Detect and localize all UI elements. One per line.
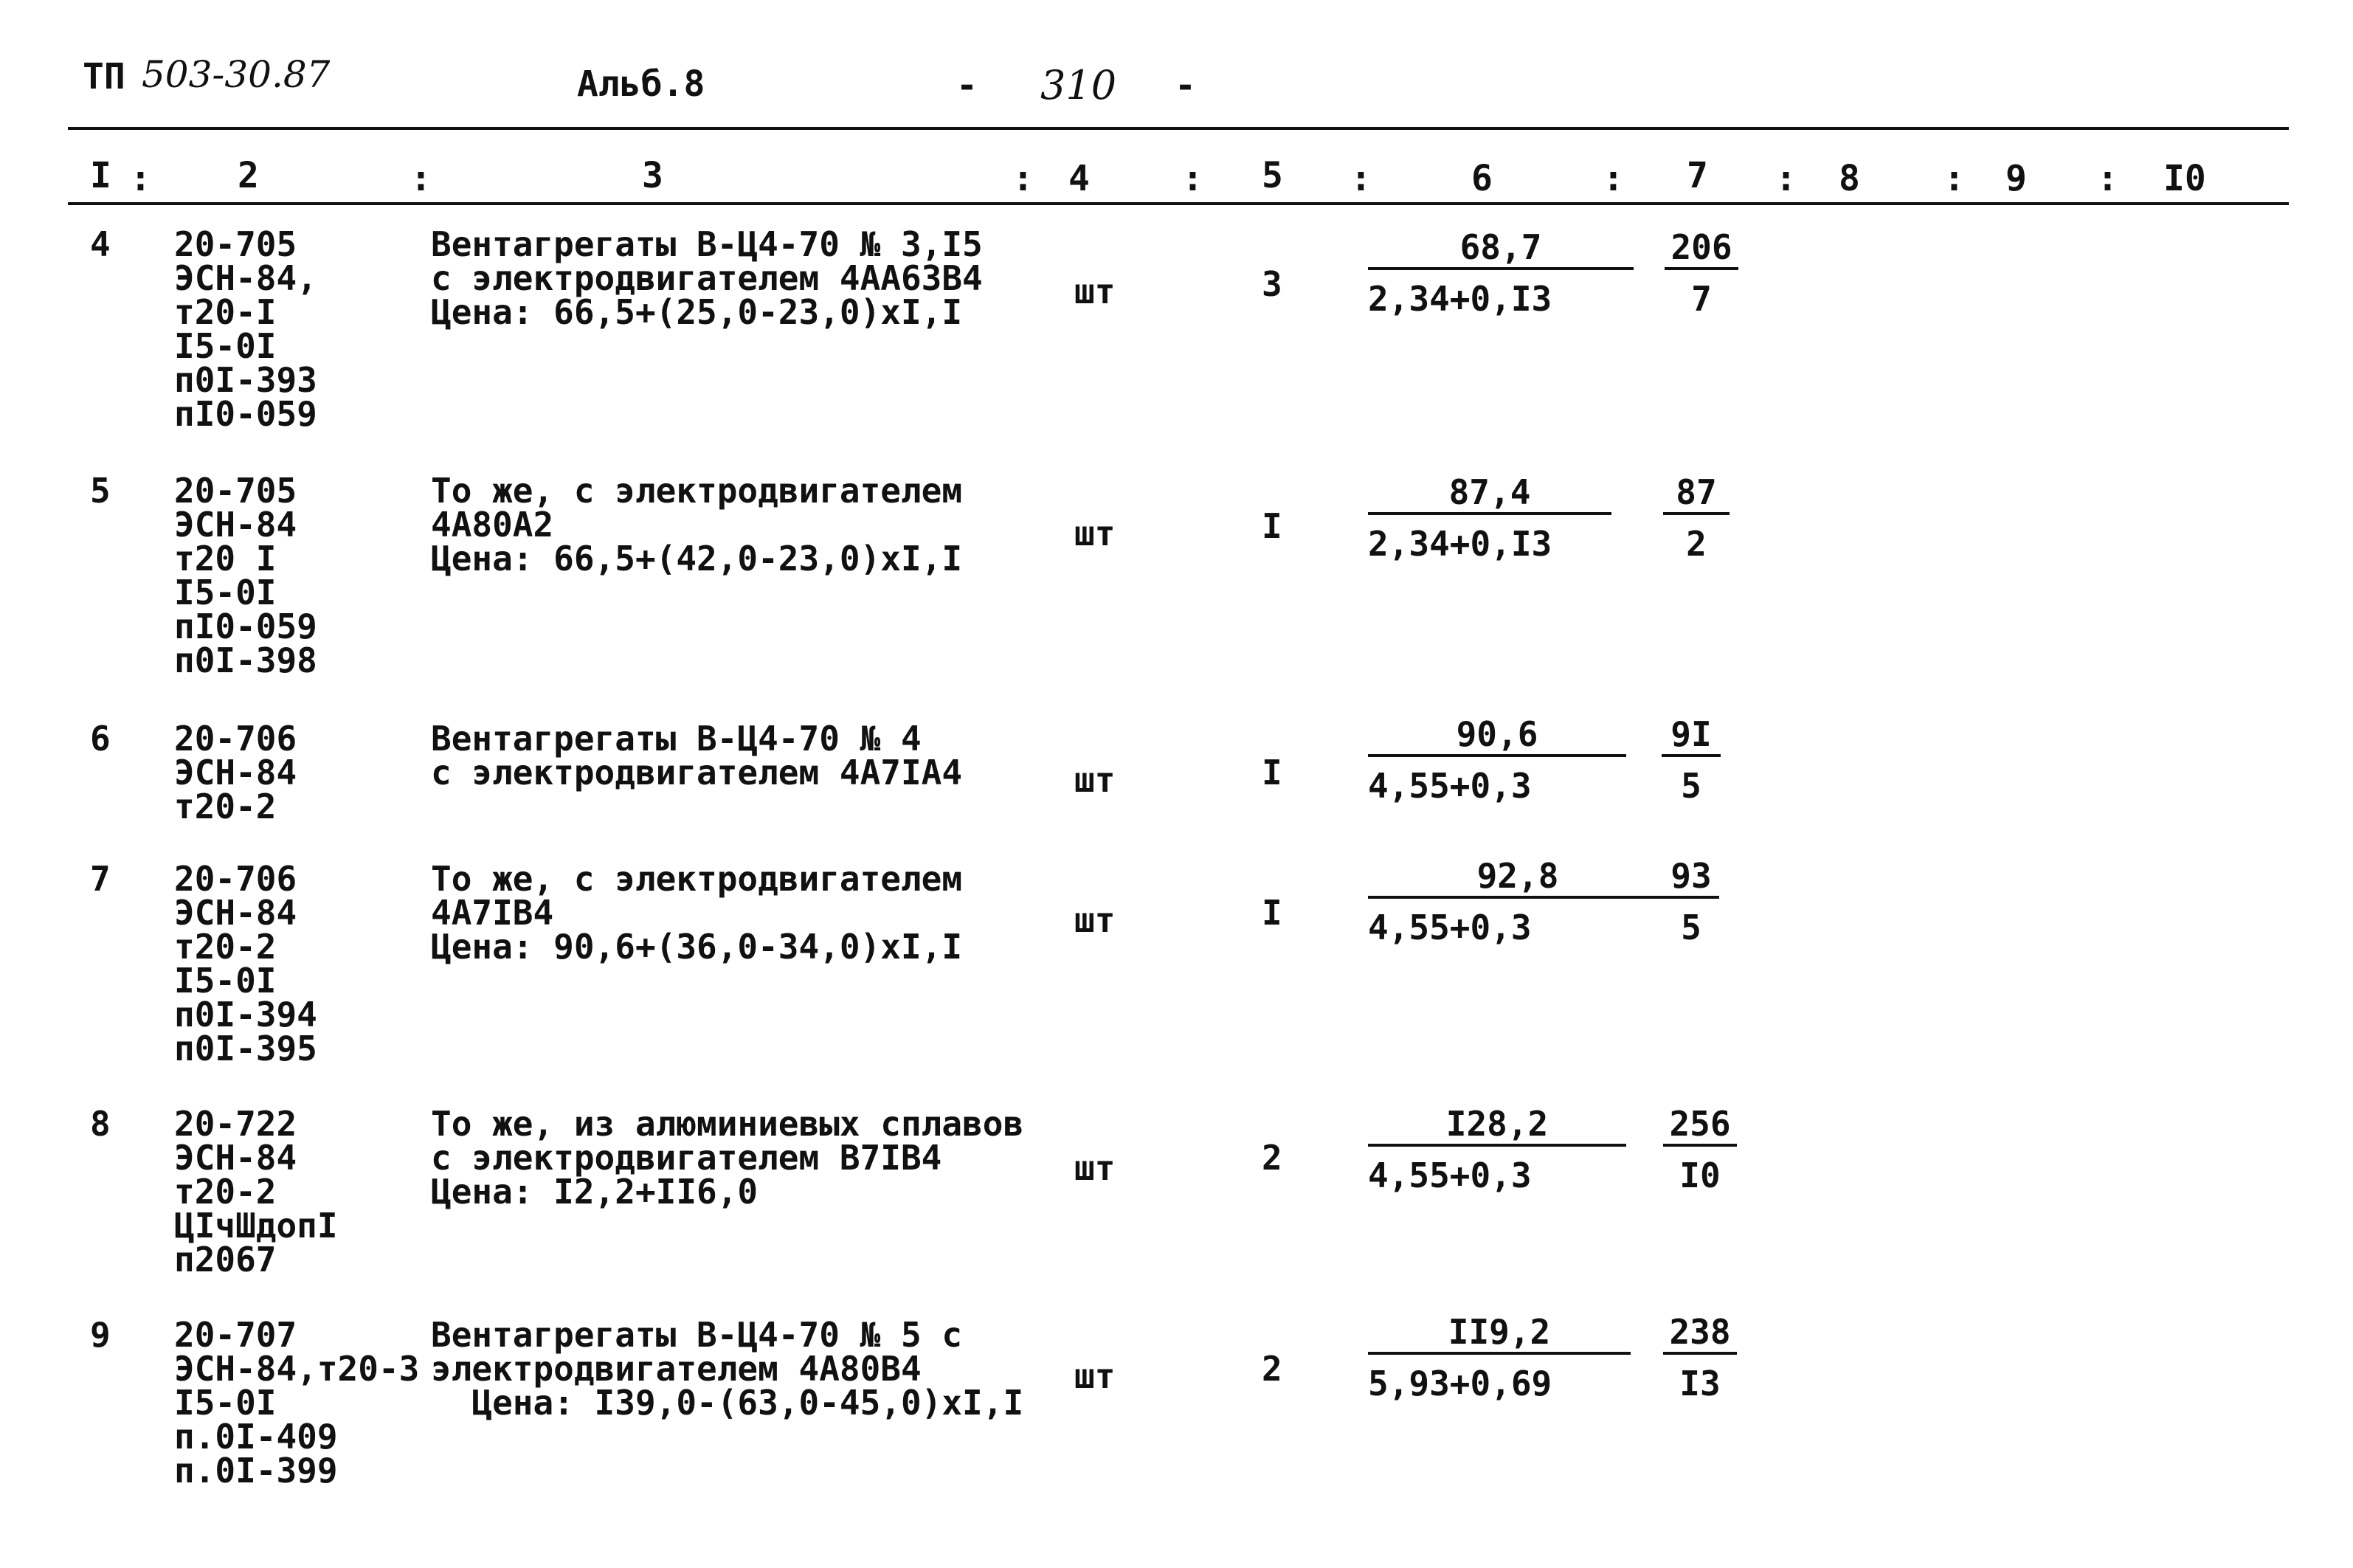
total-top: 87 xyxy=(1676,472,1717,512)
col-header-1: I xyxy=(90,155,111,196)
row-total xyxy=(1663,854,1719,950)
price-top: II9,2 xyxy=(1448,1312,1551,1352)
price-top: 90,6 xyxy=(1456,714,1538,754)
col-header-3: 3 xyxy=(642,155,663,196)
row-quantity: 3 xyxy=(1262,264,1282,304)
doc-prefix: ТП xyxy=(83,56,125,97)
price-bottom: 4,55+0,3 xyxy=(1368,1156,1532,1195)
fraction-bar xyxy=(1665,267,1738,270)
col-header-2: 2 xyxy=(238,155,259,196)
row-total xyxy=(1665,226,1738,322)
total-top: 206 xyxy=(1670,227,1732,267)
doc-number: 503-30.87 xyxy=(142,53,331,96)
col-separator: : xyxy=(1603,158,1624,199)
row-number: 9 xyxy=(90,1315,111,1355)
fraction-bar xyxy=(1368,1144,1626,1147)
fraction-bar xyxy=(1663,1352,1737,1355)
total-top: 256 xyxy=(1669,1104,1731,1144)
total-bottom: I3 xyxy=(1679,1364,1721,1403)
row-quantity: I xyxy=(1262,506,1282,546)
row-total xyxy=(1663,471,1730,567)
row-unit: шт xyxy=(1074,514,1116,553)
total-bottom: I0 xyxy=(1679,1156,1721,1195)
row-total xyxy=(1663,1102,1737,1198)
fraction-bar xyxy=(1663,1144,1737,1147)
row-number: 6 xyxy=(90,719,111,759)
row-description: То же, с электродвигателем 4А80А2 Цена: 66,5+(42,0-23,0)хI,I xyxy=(431,471,963,578)
price-bottom: 4,55+0,3 xyxy=(1368,908,1532,947)
total-bottom: 2 xyxy=(1686,524,1707,564)
row-description: Вентагрегаты В-Ц4-70 № 4 с электродвигателем 4А7IА4 xyxy=(431,719,963,792)
row-unit: шт xyxy=(1074,272,1116,311)
col-header-7: 7 xyxy=(1687,155,1708,196)
row-description: То же, из алюминиевых сплавов с электродвигателем В7IВ4 Цена: I2,2+II6,0 xyxy=(431,1104,1024,1212)
row-unit: шт xyxy=(1074,1148,1116,1188)
total-top: 9I xyxy=(1670,714,1712,754)
price-top: 68,7 xyxy=(1459,227,1542,267)
fraction-bar xyxy=(1368,754,1626,757)
fraction-bar xyxy=(1662,754,1721,757)
total-bottom: 7 xyxy=(1691,279,1712,319)
row-price xyxy=(1368,226,1634,322)
row-price xyxy=(1368,854,1668,950)
total-bottom: 5 xyxy=(1681,766,1701,806)
total-top: 238 xyxy=(1669,1312,1731,1352)
album-label: Альб.8 xyxy=(577,63,705,105)
col-header-10: I0 xyxy=(2163,158,2206,199)
col-header-8: 8 xyxy=(1839,158,1860,199)
row-price xyxy=(1368,1102,1626,1198)
row-number: 8 xyxy=(90,1104,111,1144)
row-description: То же, с электродвигателем 4А7IВ4 Цена: 90,6+(36,0-34,0)хI,I xyxy=(431,859,963,967)
col-header-4: 4 xyxy=(1068,158,1090,199)
row-price xyxy=(1368,713,1626,809)
col-separator: : xyxy=(2097,158,2118,199)
row-number: 7 xyxy=(90,859,111,899)
total-bottom: 5 xyxy=(1681,908,1701,947)
fraction-bar xyxy=(1368,267,1634,270)
header-top-rule xyxy=(68,127,2289,130)
row-unit: шт xyxy=(1074,1356,1116,1396)
row-quantity: I xyxy=(1262,753,1282,792)
page-dash-left: - xyxy=(956,65,978,106)
col-separator: : xyxy=(1350,158,1372,199)
header-bottom-rule xyxy=(68,202,2289,205)
col-separator: : xyxy=(1012,158,1034,199)
col-header-6: 6 xyxy=(1471,158,1493,199)
row-total xyxy=(1663,1310,1737,1406)
col-header-9: 9 xyxy=(2005,158,2027,199)
price-bottom: 2,34+0,I3 xyxy=(1368,524,1552,564)
row-code: 20-722 ЭСН-84 т20-2 ЦIчШдопI п2067 xyxy=(174,1104,338,1279)
page-number: 310 xyxy=(1040,62,1117,108)
fraction-bar xyxy=(1663,896,1719,899)
price-top: 87,4 xyxy=(1448,472,1531,512)
col-separator: : xyxy=(1182,158,1203,199)
col-header-5: 5 xyxy=(1262,155,1283,196)
price-top: I28,2 xyxy=(1445,1104,1549,1144)
row-code: 20-706 ЭСН-84 т20-2 xyxy=(174,719,297,826)
row-code: 20-705 ЭСН-84 т20 I I5-0I пI0-059 п0I-398 xyxy=(174,471,317,680)
row-quantity: I xyxy=(1262,893,1282,933)
col-separator: : xyxy=(1775,158,1797,199)
row-number: 5 xyxy=(90,471,111,511)
price-bottom: 2,34+0,I3 xyxy=(1368,279,1552,319)
row-total xyxy=(1662,713,1721,809)
row-description: Вентагрегаты В-Ц4-70 № 5 с электродвигателем 4А80В4 Цена: I39,0-(63,0-45,0)хI,I xyxy=(431,1315,1024,1423)
fraction-bar xyxy=(1368,1352,1631,1355)
price-top: 92,8 xyxy=(1476,856,1559,896)
fraction-bar xyxy=(1663,512,1730,515)
fraction-bar xyxy=(1368,896,1668,899)
fraction-bar xyxy=(1368,512,1611,515)
row-quantity: 2 xyxy=(1262,1138,1282,1178)
row-price xyxy=(1368,1310,1631,1406)
price-bottom: 4,55+0,3 xyxy=(1368,766,1532,806)
row-code: 20-707 ЭСН-84,т20-3 I5-0I п.0I-409 п.0I-399 xyxy=(174,1315,420,1491)
total-top: 93 xyxy=(1670,856,1712,896)
col-separator: : xyxy=(130,158,151,199)
row-description: Вентагрегаты В-Ц4-70 № 3,I5 с электродвигателем 4АА63В4 Цена: 66,5+(25,0-23,0)хI,I xyxy=(431,224,983,332)
row-quantity: 2 xyxy=(1262,1349,1282,1389)
price-bottom: 5,93+0,69 xyxy=(1368,1364,1552,1403)
col-separator: : xyxy=(1943,158,1965,199)
col-separator: : xyxy=(410,158,432,199)
row-unit: шт xyxy=(1074,760,1116,800)
row-unit: шт xyxy=(1074,900,1116,940)
row-number: 4 xyxy=(90,224,111,264)
row-price xyxy=(1368,471,1611,567)
row-code: 20-706 ЭСН-84 т20-2 I5-0I п0I-394 п0I-395 xyxy=(174,859,317,1068)
page-dash-right: - xyxy=(1175,65,1196,106)
row-code: 20-705 ЭСН-84, т20-I I5-0I п0I-393 пI0-059 xyxy=(174,224,317,434)
